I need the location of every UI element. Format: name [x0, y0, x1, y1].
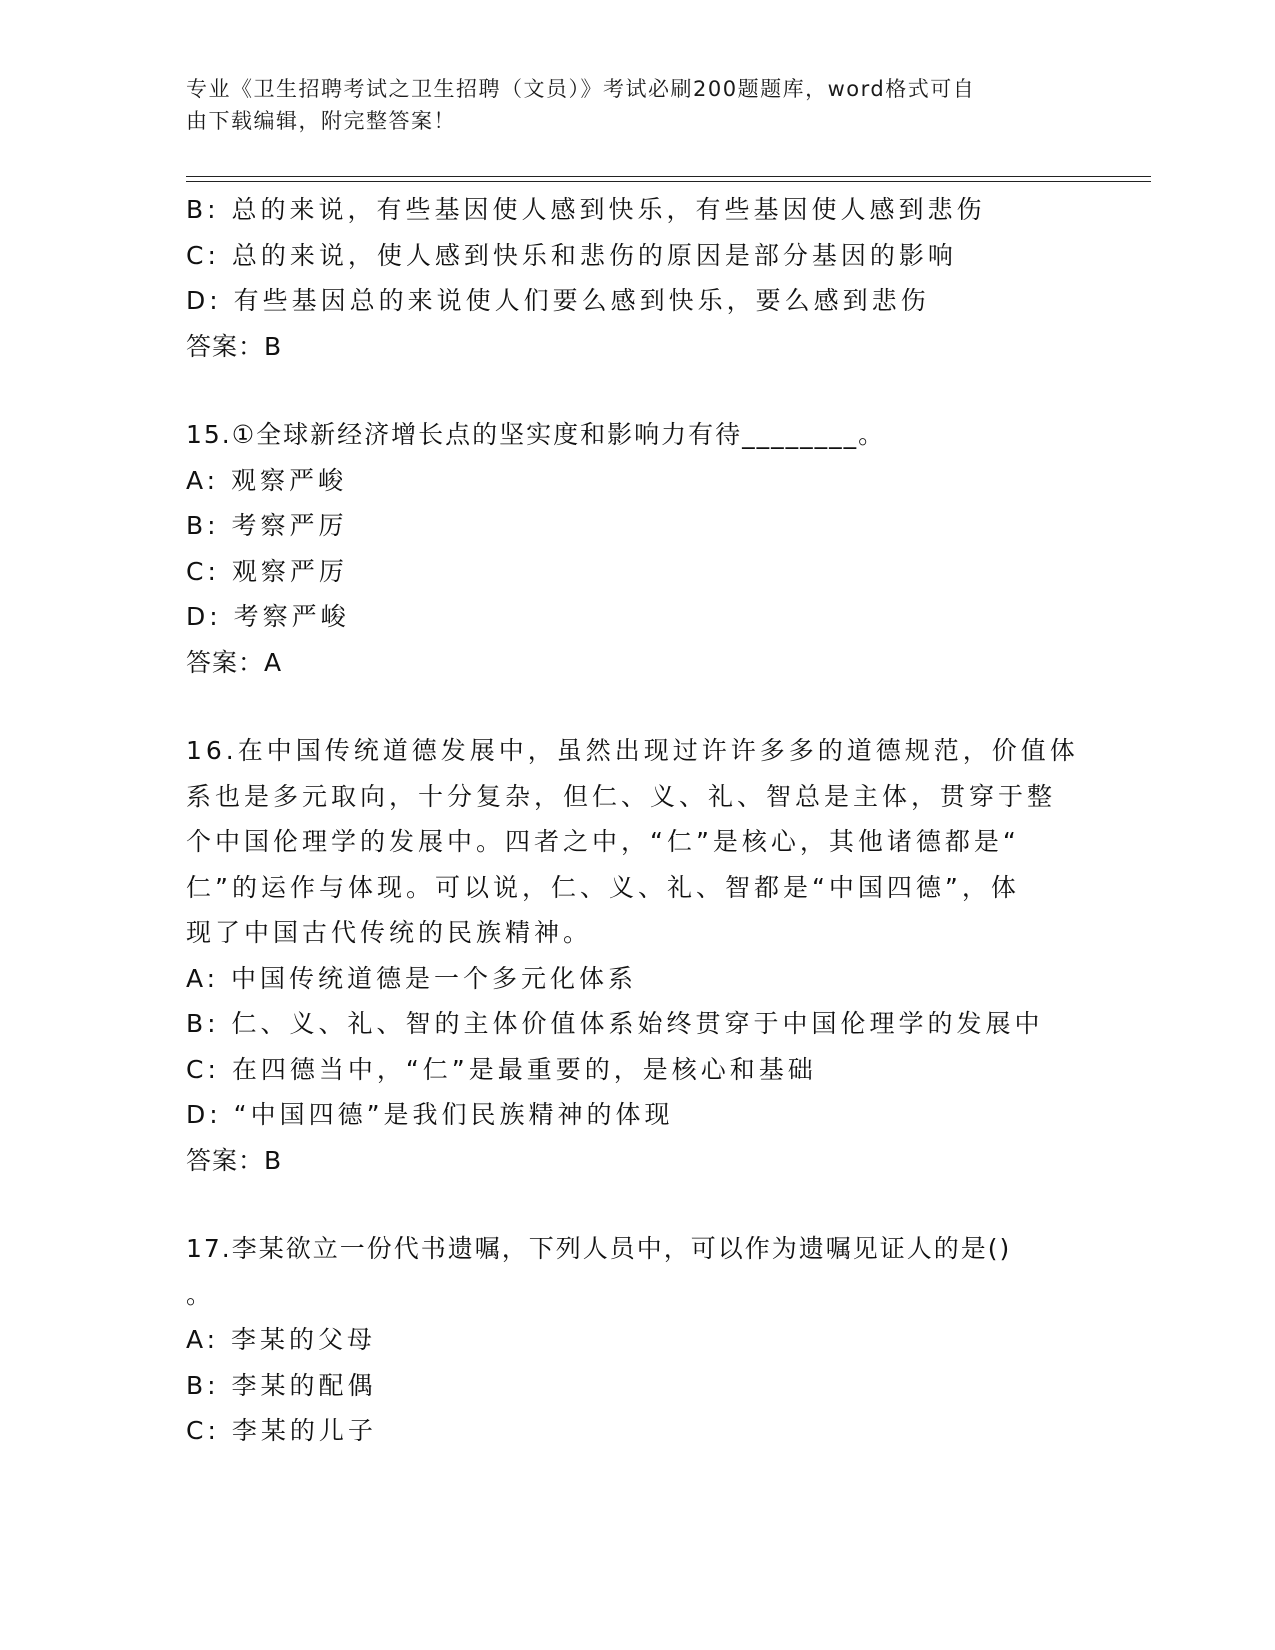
option-b: B: 考察严厉	[186, 511, 348, 540]
option-c: C: 李某的儿子	[186, 1416, 377, 1445]
answer-line: 答案：B	[186, 331, 283, 361]
stem-line: 系也是多元取向，十分复杂，但仁、义、礼、智总是主体，贯穿于整	[186, 781, 1057, 811]
header-line-2: 由下载编辑，附完整答案！	[186, 109, 456, 133]
spacer	[186, 369, 1086, 412]
option-b: B: 仁、义、礼、智的主体价值体系始终贯穿于中国伦理学的发展中	[186, 1009, 1044, 1038]
option-a: A: 李某的父母	[186, 1325, 377, 1354]
question-16	[186, 728, 1086, 1183]
option-c: C: 在四德当中，“仁”是最重要的，是核心和基础	[186, 1054, 817, 1084]
stem-line: 16.在中国传统道德发展中，虽然出现过许许多多的道德规范，价值体	[186, 736, 1079, 765]
header-line-1: 专业《卫生招聘考试之卫生招聘（文员）》考试必刷200题题库，word格式可自	[186, 77, 976, 101]
question-list	[186, 187, 1086, 1454]
question-17	[186, 1226, 1086, 1454]
option-b: B: 总的来说，有些基因使人感到快乐，有些基因使人感到悲伤	[186, 195, 986, 224]
stem-line: 。	[186, 1279, 216, 1309]
stem-line: 仁”的运作与体现。可以说，仁、义、礼、智都是“中国四德”，体	[186, 872, 1020, 902]
question-stem	[186, 728, 1086, 956]
header-divider-top	[186, 176, 1151, 177]
question-15	[186, 412, 1086, 685]
header-divider-bottom	[186, 181, 1151, 182]
question-stem	[186, 1226, 1086, 1317]
option-b: B: 李某的配偶	[186, 1370, 377, 1400]
answer-line: 答案：B	[186, 1145, 283, 1175]
option-d: D: “中国四德”是我们民族精神的体现	[186, 1100, 674, 1129]
stem-line: 现了中国古代传统的民族精神。	[186, 918, 593, 947]
option-a: A: 观察严峻	[186, 465, 348, 495]
option-c: C: 总的来说，使人感到快乐和悲伤的原因是部分基因的影响	[186, 240, 957, 270]
spacer	[186, 1183, 1086, 1226]
stem-line: 个中国伦理学的发展中。四者之中，“仁”是核心，其他诸德都是“	[186, 827, 1020, 856]
spacer	[186, 685, 1086, 728]
option-c: C: 观察严厉	[186, 556, 348, 586]
option-a: A: 中国传统道德是一个多元化体系	[186, 963, 638, 993]
question-stem: 15.①全球新经济增长点的坚实度和影响力有待________。	[186, 420, 886, 449]
option-d: D: 有些基因总的来说使人们要么感到快乐，要么感到悲伤	[186, 286, 930, 315]
question-14	[186, 187, 1086, 369]
page-header	[186, 73, 1066, 137]
stem-line: 17.李某欲立一份代书遗嘱，下列人员中，可以作为遗嘱见证人的是()	[186, 1234, 1012, 1263]
answer-line: 答案：A	[186, 647, 283, 677]
option-d: D: 考察严峻	[186, 602, 350, 631]
